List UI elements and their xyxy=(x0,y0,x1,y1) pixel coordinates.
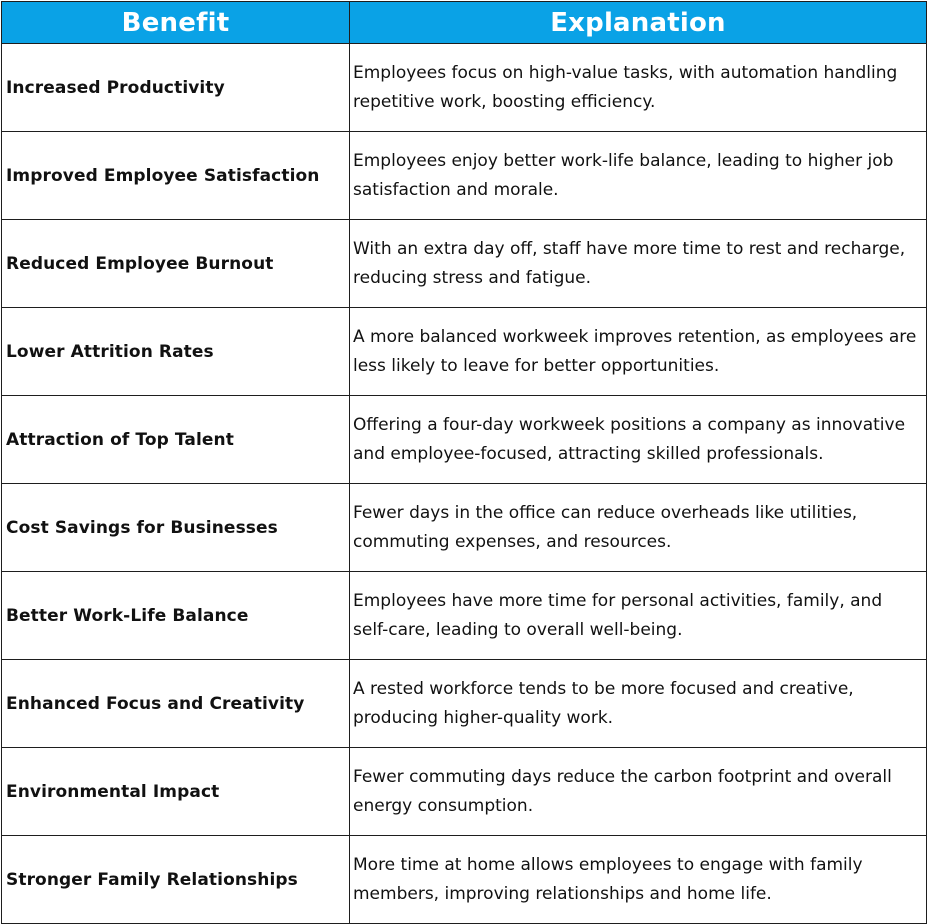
table-row xyxy=(2,660,927,748)
table-row xyxy=(2,572,927,660)
table-row xyxy=(2,484,927,572)
explanation-cell: Offering a four-day workweek positions a company as innovative and employee-focused, attracting skilled professionals. xyxy=(350,396,927,484)
table-row xyxy=(2,748,927,836)
header-benefit: Benefit xyxy=(2,2,350,44)
explanation-cell: More time at home allows employees to engage with family members, improving relationships and home life. xyxy=(350,836,927,924)
header-row xyxy=(2,2,927,44)
benefit-cell: Stronger Family Relationships xyxy=(2,836,350,924)
table-row xyxy=(2,396,927,484)
explanation-cell: Employees have more time for personal activities, family, and self-care, leading to overall well-being. xyxy=(350,572,927,660)
header-explanation: Explanation xyxy=(350,2,927,44)
explanation-cell: A more balanced workweek improves retention, as employees are less likely to leave for better opportunities. xyxy=(350,308,927,396)
table-row xyxy=(2,44,927,132)
benefit-cell: Reduced Employee Burnout xyxy=(2,220,350,308)
table-row xyxy=(2,132,927,220)
benefit-cell: Attraction of Top Talent xyxy=(2,396,350,484)
benefit-cell: Environmental Impact xyxy=(2,748,350,836)
explanation-cell: Fewer days in the office can reduce overheads like utilities, commuting expenses, and resources. xyxy=(350,484,927,572)
explanation-cell: A rested workforce tends to be more focused and creative, producing higher-quality work. xyxy=(350,660,927,748)
explanation-cell: Employees focus on high-value tasks, with automation handling repetitive work, boosting efficiency. xyxy=(350,44,927,132)
explanation-cell: Fewer commuting days reduce the carbon footprint and overall energy consumption. xyxy=(350,748,927,836)
benefit-cell: Cost Savings for Businesses xyxy=(2,484,350,572)
table-row xyxy=(2,308,927,396)
explanation-cell: With an extra day off, staff have more time to rest and recharge, reducing stress and fatigue. xyxy=(350,220,927,308)
benefit-cell: Improved Employee Satisfaction xyxy=(2,132,350,220)
benefit-cell: Enhanced Focus and Creativity xyxy=(2,660,350,748)
benefit-cell: Increased Productivity xyxy=(2,44,350,132)
benefit-cell: Lower Attrition Rates xyxy=(2,308,350,396)
table-row xyxy=(2,836,927,924)
benefit-cell: Better Work-Life Balance xyxy=(2,572,350,660)
explanation-cell: Employees enjoy better work-life balance, leading to higher job satisfaction and morale. xyxy=(350,132,927,220)
table-row xyxy=(2,220,927,308)
benefits-table xyxy=(1,1,927,924)
